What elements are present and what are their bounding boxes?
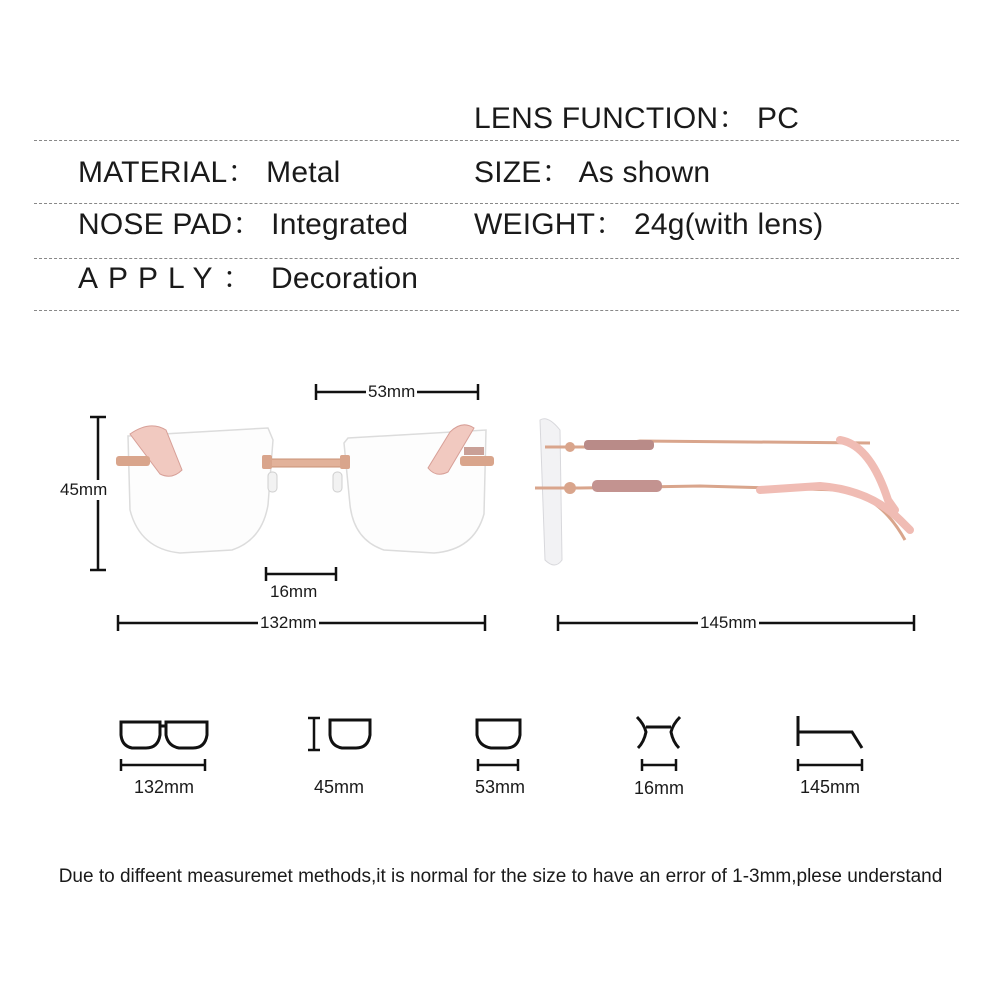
icon-label-bridge: 16mm (633, 778, 684, 798)
icon-label-lens-width: 53mm (474, 777, 525, 797)
material-label: MATERIAL： (78, 156, 258, 189)
lens-width-icon (477, 720, 520, 771)
size-label: SIZE： (474, 156, 572, 189)
apply-value: Decoration (271, 262, 419, 295)
material-value: Metal (266, 156, 341, 189)
nose-pad-label: NOSE PAD： (78, 208, 263, 241)
temple-length-icon (798, 716, 862, 771)
temple-length-label: 145mm (700, 613, 757, 632)
apply-label: APPLY： (78, 262, 263, 295)
lens-height-icon (308, 718, 370, 750)
icon-label-temple-length: 145mm (799, 777, 861, 797)
size-value: As shown (578, 156, 711, 189)
lens-function-label: LENS FUNCTION： (474, 102, 749, 135)
lens-width-label: 53mm (368, 382, 416, 401)
measurement-disclaimer: Due to diffeent measuremet methods,it is normal for the size to have an error of 1-3mm,plese understand (58, 866, 943, 887)
weight-label: WEIGHT： (474, 208, 626, 241)
bridge-label: 16mm (270, 582, 318, 601)
frame-width-label: 132mm (260, 613, 317, 632)
nose-pad-value: Integrated (271, 208, 409, 241)
weight-value: 24g(with lens) (633, 208, 824, 241)
icon-label-frame-width: 132mm (133, 777, 195, 797)
frame-width-icon (121, 722, 207, 771)
bridge-icon (637, 717, 680, 771)
lens-height-label: 45mm (60, 480, 108, 499)
icon-label-lens-height: 45mm (313, 777, 364, 797)
lens-function-value: PC (757, 102, 800, 135)
